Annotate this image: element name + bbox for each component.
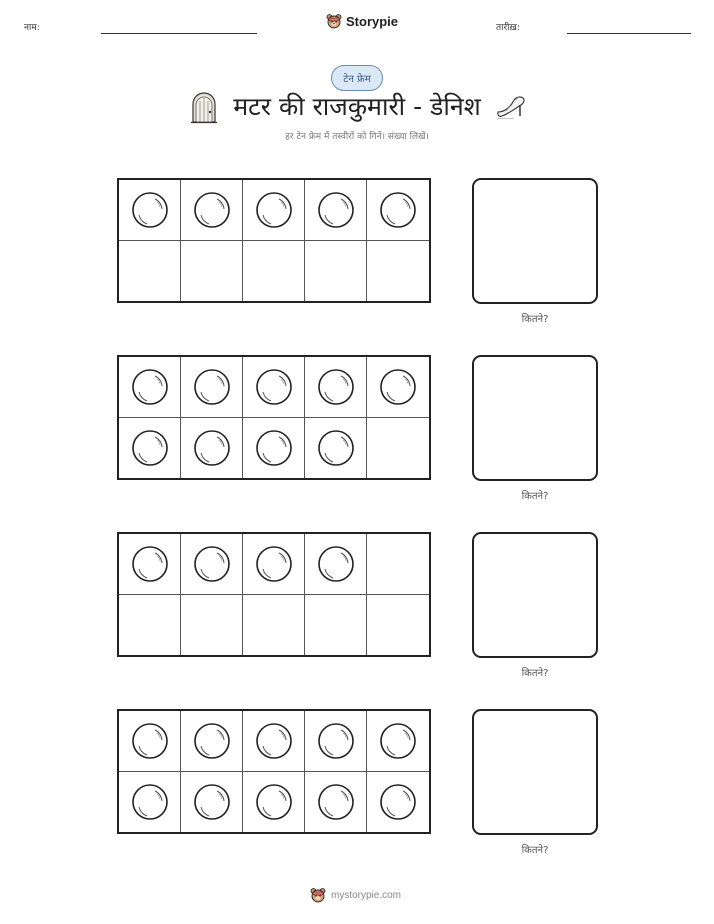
pea-icon — [131, 368, 169, 406]
ten-frame-cell — [367, 180, 429, 241]
pea-icon — [379, 368, 417, 406]
ten-frame-cell — [305, 241, 367, 302]
brand-logo — [326, 13, 398, 29]
ten-frame-cell — [367, 711, 429, 772]
ten-frame-cell — [243, 180, 305, 241]
footer-url: mystorypie.com — [331, 889, 402, 901]
pea-icon — [317, 191, 355, 229]
ten-frame-cell — [181, 241, 243, 302]
glass-slipper-icon — [494, 92, 528, 122]
ten-frame-cell — [305, 534, 367, 595]
ten-frame-cell — [243, 357, 305, 418]
answer-label-2: कितने? — [521, 491, 549, 502]
bear-mascot-icon — [310, 887, 326, 903]
pea-icon — [255, 429, 293, 467]
worksheet-tag: टेन फ्रेम — [331, 65, 383, 91]
ten-frame-1 — [117, 178, 431, 303]
ten-frame-3 — [117, 532, 431, 657]
ten-frame-cell — [181, 418, 243, 479]
pea-icon — [255, 722, 293, 760]
ten-frame-cell — [119, 711, 181, 772]
ten-frame-cell — [119, 418, 181, 479]
ten-frame-cell — [305, 772, 367, 833]
ten-frame-cell — [181, 711, 243, 772]
pea-icon — [193, 191, 231, 229]
ten-frame-cell — [305, 418, 367, 479]
answer-box-4[interactable] — [472, 709, 598, 835]
pea-icon — [193, 545, 231, 583]
pea-icon — [255, 368, 293, 406]
pea-icon — [131, 722, 169, 760]
ten-frame-4 — [117, 709, 431, 834]
ten-frame-cell — [181, 772, 243, 833]
answer-label-4: कितने? — [521, 845, 549, 856]
ten-frame-cell — [367, 241, 429, 302]
pea-icon — [379, 191, 417, 229]
ten-frame-cell — [305, 357, 367, 418]
name-label: नाम: — [24, 23, 40, 33]
date-line[interactable] — [567, 33, 691, 34]
ten-frame-2 — [117, 355, 431, 480]
ten-frame-cell — [181, 595, 243, 656]
brand-name: Storypie — [346, 13, 399, 29]
ten-frame-cell — [119, 595, 181, 656]
answer-box-1[interactable] — [472, 178, 598, 304]
ten-frame-cell — [119, 357, 181, 418]
answer-box-3[interactable] — [472, 532, 598, 658]
pea-icon — [255, 545, 293, 583]
instructions: हर टेन फ्रेम में तस्वीरों को गिनें। संख्या लिखें। — [285, 132, 429, 142]
ten-frame-cell — [119, 772, 181, 833]
pea-icon — [379, 783, 417, 821]
worksheet-title: मटर की राजकुमारी - डेनिश — [233, 92, 481, 121]
pea-icon — [131, 783, 169, 821]
pea-icon — [379, 722, 417, 760]
pea-icon — [193, 722, 231, 760]
pea-icon — [317, 368, 355, 406]
ten-frame-cell — [243, 418, 305, 479]
ten-frame-cell — [305, 711, 367, 772]
ten-frame-cell — [305, 180, 367, 241]
ten-frame-cell — [305, 595, 367, 656]
pea-icon — [131, 545, 169, 583]
ten-frame-cell — [367, 357, 429, 418]
ten-frame-cell — [367, 595, 429, 656]
answer-box-2[interactable] — [472, 355, 598, 481]
ten-frame-cell — [243, 241, 305, 302]
answer-label-1: कितने? — [521, 314, 549, 325]
pea-icon — [317, 429, 355, 467]
ten-frame-cell — [119, 241, 181, 302]
pea-icon — [255, 191, 293, 229]
ten-frame-cell — [181, 357, 243, 418]
pea-icon — [317, 722, 355, 760]
pea-icon — [317, 545, 355, 583]
pea-icon — [193, 429, 231, 467]
pea-icon — [193, 368, 231, 406]
ten-frame-cell — [243, 711, 305, 772]
ten-frame-cell — [243, 534, 305, 595]
pea-icon — [317, 783, 355, 821]
ten-frame-cell — [243, 772, 305, 833]
answer-label-3: कितने? — [521, 668, 549, 679]
pea-icon — [131, 429, 169, 467]
ten-frame-cell — [367, 772, 429, 833]
ten-frame-cell — [181, 534, 243, 595]
pea-icon — [255, 783, 293, 821]
ten-frame-cell — [243, 595, 305, 656]
footer — [310, 887, 401, 903]
ten-frame-cell — [181, 180, 243, 241]
pea-icon — [193, 783, 231, 821]
ten-frame-cell — [367, 418, 429, 479]
name-line[interactable] — [101, 33, 257, 34]
ten-frame-cell — [119, 180, 181, 241]
ten-frame-cell — [367, 534, 429, 595]
ten-frame-cell — [119, 534, 181, 595]
pea-icon — [131, 191, 169, 229]
date-label: तारीख़: — [496, 23, 520, 33]
bear-mascot-icon — [326, 13, 342, 29]
